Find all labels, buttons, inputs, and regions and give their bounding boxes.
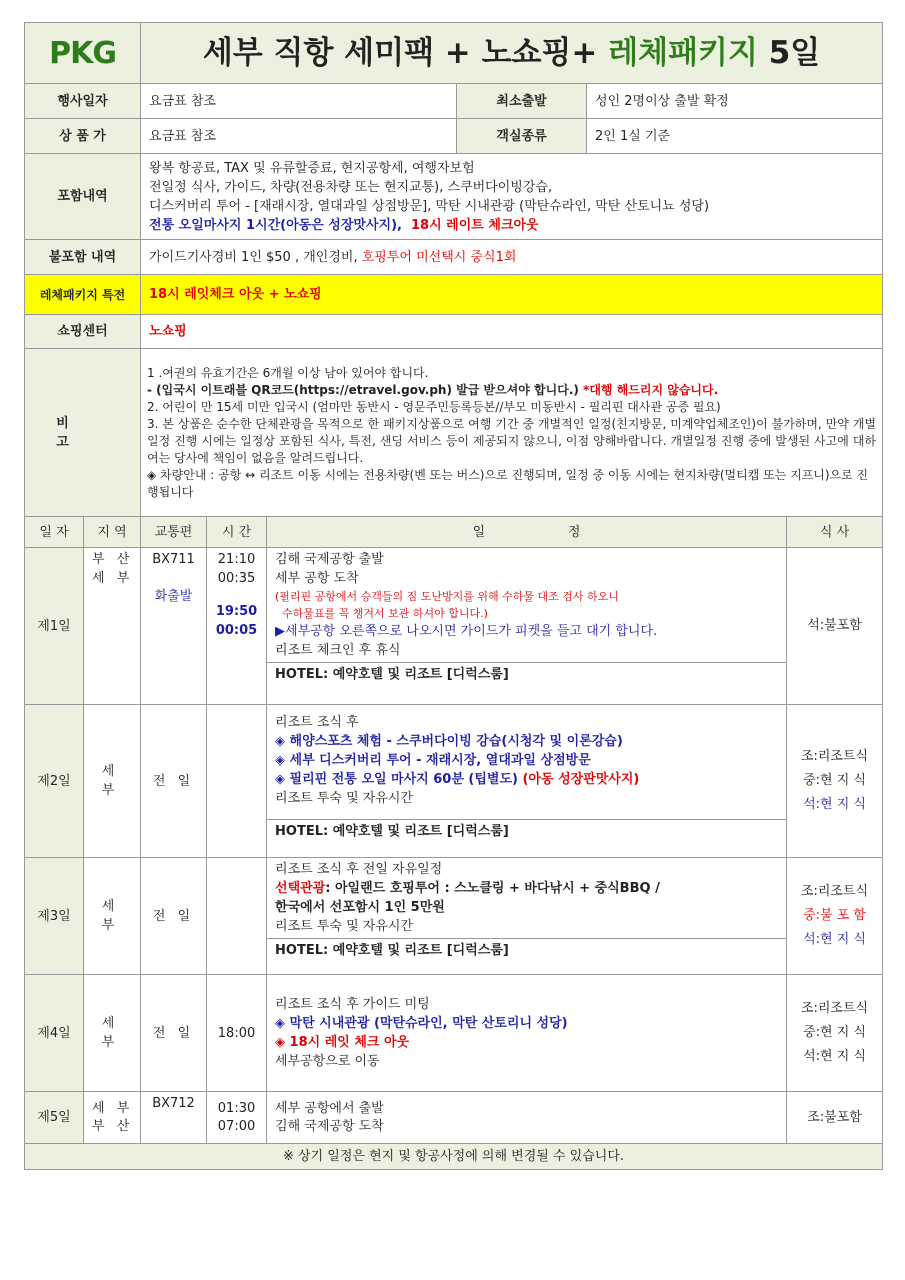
region: 세 부 (84, 705, 141, 858)
title-green: 레체패키지 (608, 34, 758, 71)
day-label: 제4일 (25, 975, 84, 1092)
meal: 조:리조트식 중:현 지 식 석:현 지 식 (787, 705, 883, 858)
day-plan: 리조트 조식 후 전일 자유일정 선택관광: 아일랜드 호핑투어 : 스노클링 + 바다낚시 + 중식BBQ / 한국에서 선포함시 1인 5만원 리조트 투숙 및 자유시간 HOTEL: 예약호텔 및 리조트 [디럭스룸] (267, 858, 787, 975)
benefit-value: 18시 레잇체크 아웃 + 노쇼핑 (141, 275, 883, 315)
excluded-label: 불포함 내역 (25, 240, 141, 275)
room-label: 객실종류 (457, 119, 587, 154)
benefit-label: 레체패키지 특전 (25, 275, 141, 315)
note-label: 비 고 (25, 349, 141, 517)
price-value: 요금표 참조 (141, 119, 457, 154)
transport: 전 일 (141, 705, 207, 858)
excluded-value: 가이드기사경비 1인 $50 , 개인경비, 호핑투어 미선택시 중식1회 (141, 240, 883, 275)
day-row-2 (25, 705, 883, 858)
shopping-value: 노쇼핑 (141, 315, 883, 349)
day-label: 제1일 (25, 548, 84, 705)
day-row-5 (25, 1092, 883, 1144)
hotel-line: HOTEL: 예약호텔 및 리조트 [디럭스룸] (267, 938, 786, 963)
time: 21:10 00:35 19:50 00:05 (207, 548, 267, 705)
col-region: 지 역 (84, 517, 141, 548)
col-plan: 일 정 (267, 517, 787, 548)
day-label: 제5일 (25, 1092, 84, 1144)
pkg-label: PKG (25, 23, 141, 84)
included-value: 왕복 항공료, TAX 및 유류할증료, 현지공항세, 여행자보험 전일정 식사, 가이드, 차량(전용차량 또는 현지교통), 스쿠버다이빙강습, 디스커버리 투어 - [재래시장, 열대과일 상점방문], 막탄 시내관광 (막탄슈라인, 막탄 산토니뇨 성당) 전통 오일마사지 1시간(아동은 성장맛사지), 18시 레이트 체크아웃 (141, 154, 883, 240)
col-time: 시 간 (207, 517, 267, 548)
footer-note: ※ 상기 일정은 현지 및 항공사정에 의해 변경될 수 있습니다. (25, 1144, 883, 1170)
transport: 전 일 (141, 975, 207, 1092)
col-meal: 식 사 (787, 517, 883, 548)
page-title (141, 23, 883, 84)
day-row-3 (25, 858, 883, 975)
hotel-line: HOTEL: 예약호텔 및 리조트 [디럭스룸] (267, 819, 786, 844)
day-plan: 김해 국제공항 출발 세부 공항 도착 (필리핀 공항에서 승객들의 짐 도난방지를 위해 수하물 대조 검사 하오니 수하물표를 꼭 챙겨서 보관 하셔야 합니다.) ▶세부공항 오른쪽으로 나오시면 가이드가 피켓을 들고 대기 합니다. 리조트 체크인 후 휴식 HOTEL: 예약호텔 및 리조트 [디럭스룸] (267, 548, 787, 705)
title-end: 5일 (757, 34, 821, 71)
meal: 석:불포함 (787, 548, 883, 705)
room-value: 2인 1실 기준 (587, 119, 883, 154)
meal: 조:리조트식 중:현 지 식 석:현 지 식 (787, 975, 883, 1092)
time (207, 858, 267, 975)
day-label: 제2일 (25, 705, 84, 858)
col-day: 일 자 (25, 517, 84, 548)
time: 18:00 (207, 975, 267, 1092)
title-main: 세부 직항 세미팩 + 노쇼핑+ (202, 34, 609, 71)
time: 01:30 07:00 (207, 1092, 267, 1144)
transport: 전 일 (141, 858, 207, 975)
price-label: 상 품 가 (25, 119, 141, 154)
day-label: 제3일 (25, 858, 84, 975)
day-plan: 리조트 조식 후 ◈ 해양스포츠 체험 - 스쿠버다이빙 강습(시청각 및 이론강습) ◈ 세부 디스커버리 투어 - 재래시장, 열대과일 상점방문 ◈ 필리핀 전통 오일 마사지 60분 (팁별도) (아동 성장판맛사지) 리조트 투숙 및 자유시간 HOTEL: 예약호텔 및 리조트 [디럭스룸] (267, 705, 787, 858)
shopping-label: 쇼핑센터 (25, 315, 141, 349)
included-label: 포함내역 (25, 154, 141, 240)
itinerary-table (24, 22, 883, 1170)
region: 부 산 세 부 (84, 548, 141, 705)
meal: 조:리조트식 중:불 포 함 석:현 지 식 (787, 858, 883, 975)
region: 세 부 (84, 858, 141, 975)
day-row-1 (25, 548, 883, 705)
note-value: 1 .여권의 유효기간은 6개월 이상 남아 있어야 합니다. - (입국시 이트래블 QR코드(https://etravel.gov.ph) 발급 받으셔야 합니다.) *대행 해드리지 않습니다. 2. 어린이 만 15세 미만 입국시 (엄마만 동반시 - 영문주민등록등본//부모 미동반시 - 필리핀 대사관 공증 필요) 3. 본 상품은 순수한 단체관광을 목적으로 한 패키지상품으로 여행 기간 중 개별적인 일정(친지방문, 미계약업체조인)이 불가하며, 만약 개별일정 진행 시에는 일정상 포함된 식사, 특전, 샌딩 서비스 등이 제공되지 않으니, 이점 양해바랍니다. 개별일정 진행 중에 발생된 사고에 대하여는 당사에 책임이 없음을 알려드립니다. ◈ 차량안내 : 공항 ↔ 리조트 이동 시에는 전용차량(벤 또는 버스)으로 진행되며, 일정 중 이동 시에는 현지차량(멀티캡 또는 지프니)으로 진행됩니다 (141, 349, 883, 517)
itinerary-document (24, 22, 882, 1170)
min-label: 최소출발 (457, 84, 587, 119)
region: 세 부 부 산 (84, 1092, 141, 1144)
col-transport: 교통편 (141, 517, 207, 548)
meal: 조:불포함 (787, 1092, 883, 1144)
day-plan: 세부 공항에서 출발 김해 국제공항 도착 (267, 1092, 787, 1144)
dates-value: 요금표 참조 (141, 84, 457, 119)
dates-label: 행사일자 (25, 84, 141, 119)
transport: BX712 (141, 1092, 207, 1144)
hotel-line: HOTEL: 예약호텔 및 리조트 [디럭스룸] (267, 662, 786, 687)
time (207, 705, 267, 858)
day-plan: 리조트 조식 후 가이드 미팅 ◈ 막탄 시내관광 (막탄슈라인, 막탄 산토리니 성당) ◈ 18시 레잇 체크 아웃 세부공항으로 이동 (267, 975, 787, 1092)
region: 세 부 (84, 975, 141, 1092)
transport: BX711 화출발 (141, 548, 207, 705)
min-value: 성인 2명이상 출발 확정 (587, 84, 883, 119)
day-row-4 (25, 975, 883, 1092)
